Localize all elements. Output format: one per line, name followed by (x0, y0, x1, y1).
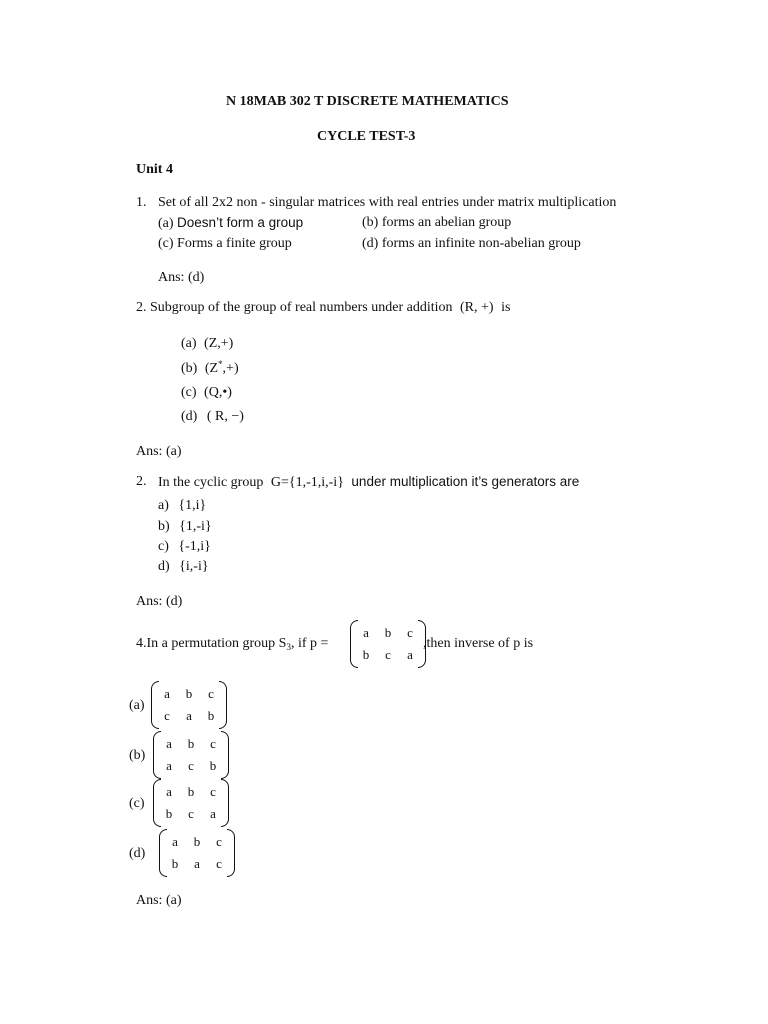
q3-option-c (158, 540, 211, 554)
q4-option-c-label: (c) (129, 796, 145, 811)
q2-option-b-sup: * (218, 359, 223, 369)
q2-option-c-label: (c) (181, 385, 197, 400)
q3-option-d-value: {i,-i} (179, 559, 209, 574)
q1-option-d: (d) forms an infinite non-abelian group (362, 236, 581, 251)
q3-option-d-label: d) (158, 559, 170, 574)
q4-option-a-matrix (152, 683, 226, 727)
q3-option-b-value: {1,-i} (179, 519, 212, 534)
q1-option-a-label: (a) (158, 216, 174, 231)
matrix-entry: b (207, 708, 215, 723)
q4-question-end: ,then inverse of p is (423, 636, 534, 651)
matrix-entry: c (188, 758, 194, 773)
matrix-entry: c (164, 708, 170, 723)
matrix-entry: c (385, 647, 391, 662)
matrix-entry: a (166, 784, 172, 799)
q3-option-d (158, 560, 209, 574)
matrix-entry: a (407, 647, 413, 662)
q4-question-start (136, 637, 328, 651)
matrix-entry: b (209, 758, 217, 773)
q3-option-c-label: c) (158, 539, 169, 554)
matrix-entry: a (186, 708, 192, 723)
q4-option-b-matrix (154, 733, 228, 777)
q2-option-c (181, 386, 232, 400)
matrix-entry: b (165, 806, 173, 821)
matrix-entry: a (210, 806, 216, 821)
q4-option-d-matrix (160, 831, 234, 875)
matrix-entry: b (193, 834, 201, 849)
q2-option-b (181, 359, 239, 376)
q3-option-a-value: {1,i} (178, 498, 207, 513)
q1-option-a-text: Doesn’t form a group (177, 215, 304, 230)
q4-if: , if p = (290, 636, 329, 651)
matrix-entry: a (194, 856, 200, 871)
matrix-entry: b (187, 736, 195, 751)
q3-option-b-label: b) (158, 519, 170, 534)
q4-option-b-label: (b) (129, 748, 146, 763)
matrix-entry: b (362, 647, 370, 662)
q2-option-c-value: (Q,•) (204, 385, 232, 400)
q2-option-d-value: ( R, −) (206, 409, 244, 424)
test-title: CYCLE TEST-3 (317, 129, 416, 144)
q1-option-c: (c) Forms a finite group (158, 236, 292, 251)
q1-text: Set of all 2x2 non - singular matrices with real entries under matrix multiplication (158, 195, 617, 210)
q2-option-b-pre: (Z (204, 361, 219, 376)
matrix-entry: b (171, 856, 179, 871)
matrix-entry: b (185, 686, 193, 701)
q2-group: (R, +) (460, 300, 494, 315)
q3-set: G={1,-1,i,-i} (270, 475, 344, 490)
q4-answer: Ans: (a) (136, 893, 182, 908)
q3-option-a-label: a) (158, 498, 169, 513)
q2-text: 2. Subgroup of the group of real numbers under addition (136, 300, 453, 315)
matrix-entry: a (363, 625, 369, 640)
q3-number: 2. (136, 474, 147, 489)
q1-number: 1. (136, 195, 147, 210)
matrix-entry: c (208, 686, 214, 701)
matrix-entry: c (407, 625, 413, 640)
unit-heading: Unit 4 (136, 162, 173, 177)
q4-sub: 3 (286, 642, 291, 652)
q2-option-a-value: (Z,+) (204, 336, 234, 351)
q4-matrix-p (351, 622, 425, 666)
q1-option-a (158, 216, 303, 231)
matrix-entry: a (164, 686, 170, 701)
matrix-entry: a (166, 736, 172, 751)
q3-pre: In the cyclic group (158, 475, 264, 490)
q2-tail: is (501, 300, 511, 315)
matrix-entry: c (210, 784, 216, 799)
q3-answer: Ans: (d) (136, 594, 183, 609)
q2-question (136, 301, 510, 315)
q1-option-b: (b) forms an abelian group (362, 215, 512, 230)
matrix-entry: b (384, 625, 392, 640)
matrix-entry: a (166, 758, 172, 773)
q3-option-a (158, 499, 206, 513)
q4-pre: 4.In a permutation group S (136, 636, 287, 651)
q3-option-b (158, 520, 212, 534)
q4-option-c-matrix (154, 781, 228, 825)
course-title: N 18MAB 302 T DISCRETE MATHEMATICS (226, 94, 509, 109)
q4-option-d-label: (d) (129, 846, 146, 861)
matrix-entry: a (172, 834, 178, 849)
q2-option-b-label: (b) (181, 361, 198, 376)
matrix-entry: b (187, 784, 195, 799)
q2-answer: Ans: (a) (136, 444, 182, 459)
q3-post: under multiplication it’s generators are (351, 474, 580, 489)
matrix-entry: c (188, 806, 194, 821)
q1-answer: Ans: (d) (158, 270, 205, 285)
q2-option-d-label: (d) (181, 409, 198, 424)
q2-option-a (181, 337, 233, 351)
q3-option-c-value: {-1,i} (178, 539, 211, 554)
matrix-entry: c (216, 856, 222, 871)
q2-option-d (181, 410, 244, 424)
q4-option-a-label: (a) (129, 698, 145, 713)
matrix-entry: c (210, 736, 216, 751)
matrix-entry: c (216, 834, 222, 849)
q3-question (158, 475, 579, 490)
q2-option-b-post: ,+) (222, 361, 239, 376)
q2-option-a-label: (a) (181, 336, 197, 351)
